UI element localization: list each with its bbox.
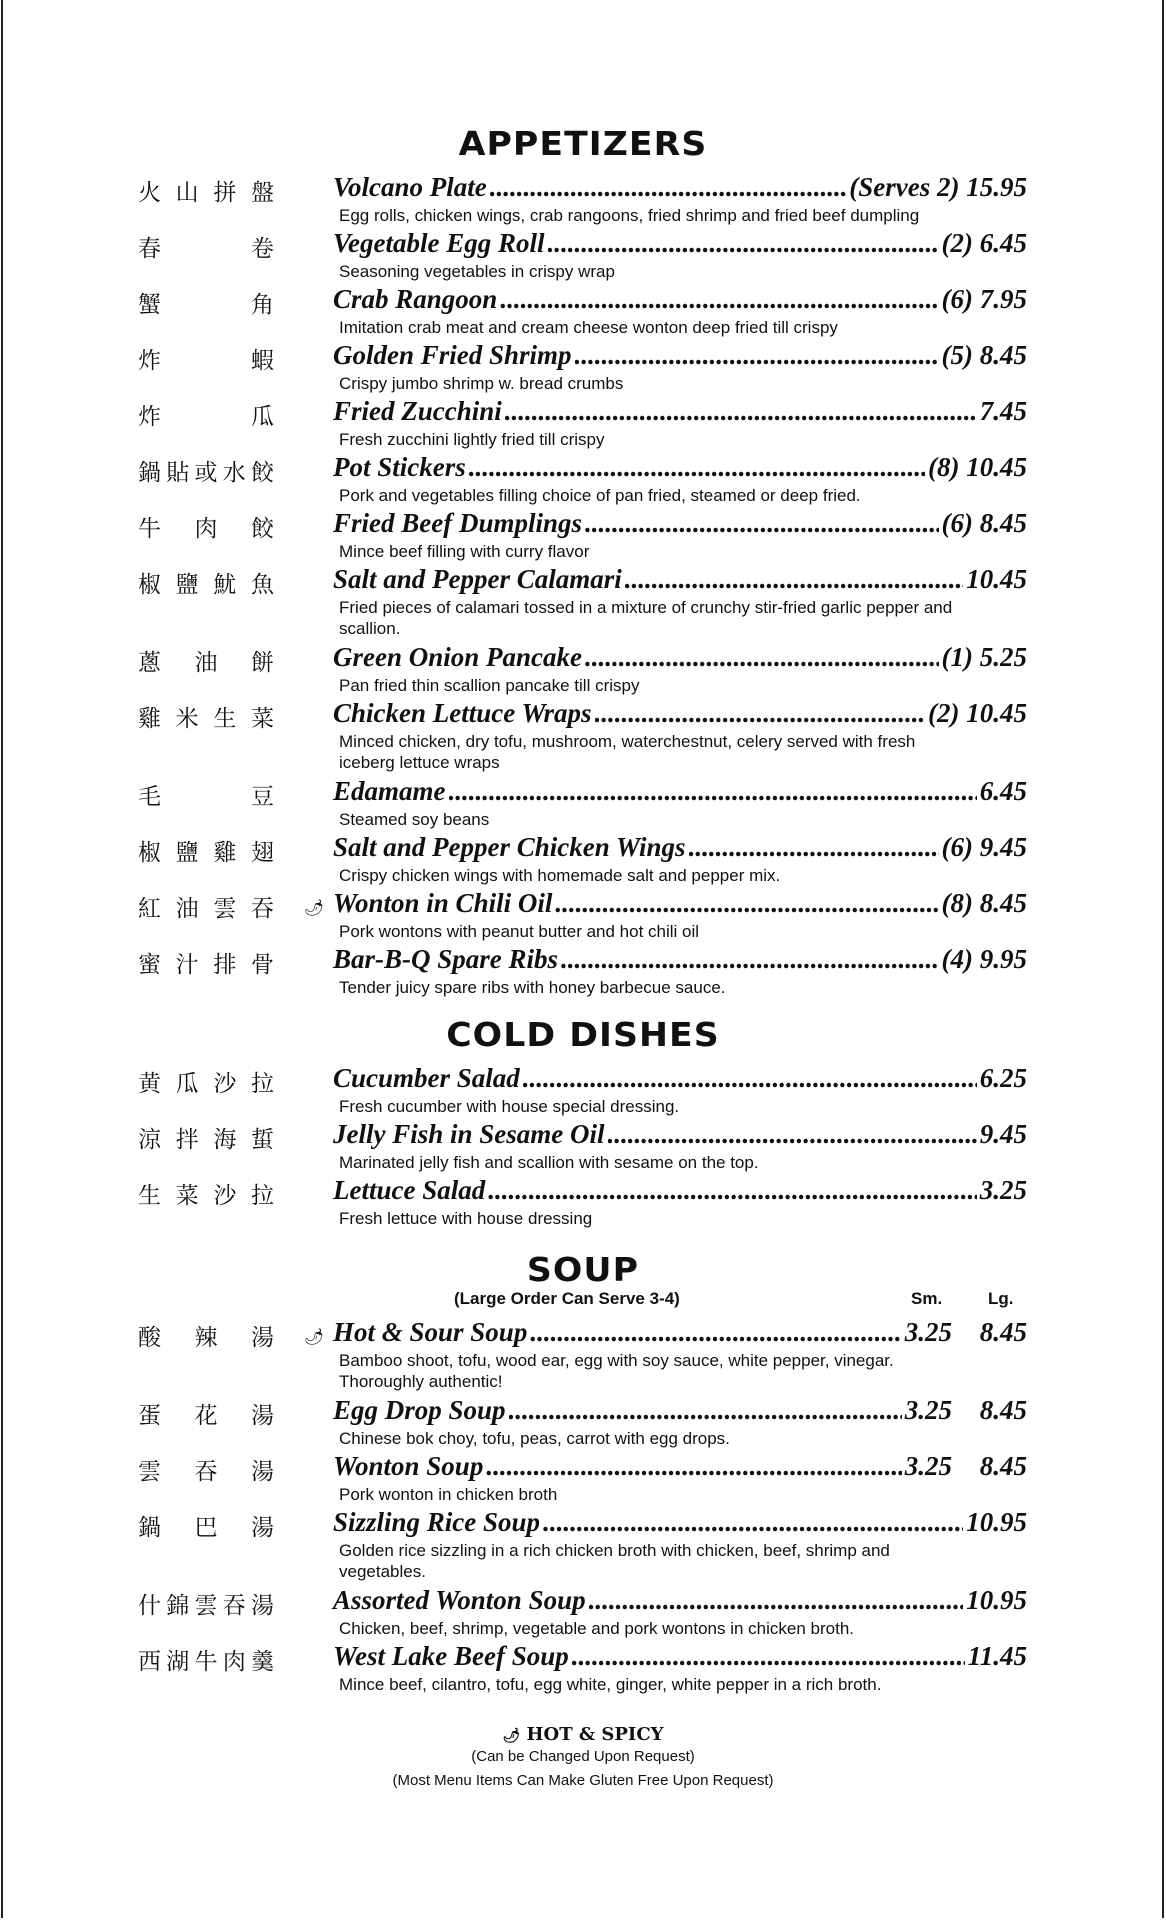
chinese-char: 椒 — [138, 840, 161, 866]
chinese-char: 海 — [213, 1127, 237, 1153]
item-description: Mince beef filling with curry flavor — [339, 542, 590, 561]
chinese-char: 吞 — [194, 1459, 218, 1485]
item-description: Crispy jumbo shrimp w. bread crumbs — [339, 374, 624, 393]
chinese-char: 湯 — [251, 1593, 274, 1619]
chinese-char: 餃 — [251, 460, 274, 486]
chinese-char: 雲 — [138, 1459, 161, 1485]
chinese-char: 炸 — [138, 348, 161, 374]
large-size-label: Lg. — [988, 1289, 1014, 1308]
item-line — [333, 1119, 1027, 1150]
item-price: 3.25 — [979, 1175, 1027, 1205]
item-name: Sizzling Rice Soup — [333, 1507, 541, 1537]
chinese-name — [138, 286, 274, 319]
chinese-name — [138, 342, 274, 375]
item-price: (8) 10.45 — [928, 452, 1027, 482]
item-name: Chicken Lettuce Wraps — [333, 698, 592, 728]
chinese-char: 辣 — [194, 1325, 218, 1351]
item-name: Volcano Plate — [333, 172, 487, 202]
item-description: Seasoning vegetables in crispy wrap — [339, 262, 615, 281]
chinese-char: 雞 — [213, 840, 237, 866]
item-description: Imitation crab meat and cream cheese wonton deep fried till crispy — [339, 318, 838, 337]
item-line — [333, 396, 1027, 427]
item-name: Fried Beef Dumplings — [333, 508, 583, 538]
item-description: Chinese bok choy, tofu, peas, carrot with egg drops. — [339, 1429, 730, 1448]
chili-pepper-icon: 🌶 — [304, 1329, 325, 1346]
chinese-char: 雲 — [213, 896, 237, 922]
chinese-name — [138, 230, 274, 263]
chinese-char: 水 — [222, 460, 246, 486]
item-line — [333, 452, 1027, 483]
chinese-char: 湯 — [251, 1325, 274, 1351]
chinese-char: 生 — [138, 1183, 161, 1209]
chinese-char: 山 — [175, 180, 199, 206]
item-name: Fried Zucchini — [333, 396, 502, 426]
item-name: Wonton in Chili Oil — [333, 888, 553, 918]
chinese-char: 翅 — [250, 840, 274, 866]
chinese-char: 湯 — [251, 1459, 274, 1485]
chinese-char: 涼 — [138, 1127, 161, 1153]
item-price: 10.45 — [966, 564, 1027, 594]
dot-leader — [625, 564, 963, 595]
item-name: Salt and Pepper Chicken Wings — [333, 832, 686, 862]
item-price: (4) 9.95 — [941, 944, 1027, 974]
dot-leader — [561, 944, 938, 975]
item-price: 9.45 — [979, 1119, 1027, 1149]
chinese-char: 拉 — [250, 1071, 274, 1097]
chinese-char: 什 — [138, 1593, 161, 1619]
item-price: (8) 8.45 — [941, 888, 1027, 918]
chinese-char: 吞 — [250, 896, 274, 922]
dot-leader — [500, 284, 938, 315]
chinese-name — [138, 1643, 274, 1676]
item-description: Crispy chicken wings with homemade salt and pepper mix. — [339, 866, 781, 885]
section-title-soup: SOUP — [526, 1250, 640, 1289]
chinese-char: 蜇 — [250, 1127, 274, 1153]
item-line — [333, 642, 1027, 673]
chinese-char: 湯 — [251, 1515, 274, 1541]
chinese-char: 米 — [175, 706, 199, 732]
chinese-char: 貼 — [166, 460, 190, 486]
chinese-name — [138, 454, 274, 487]
chinese-name — [138, 1587, 274, 1620]
chinese-char: 火 — [138, 180, 161, 206]
price-large: 8.45 — [979, 1317, 1027, 1347]
chinese-char: 沙 — [213, 1071, 237, 1097]
dot-leader — [589, 1585, 964, 1616]
item-price: (2) 6.45 — [941, 228, 1027, 258]
item-description: Fresh lettuce with house dressing — [339, 1209, 593, 1228]
chinese-char: 椒 — [138, 572, 161, 598]
price-large: 8.45 — [979, 1395, 1027, 1425]
item-description: Chicken, beef, shrimp, vegetable and pork wontons in chicken broth. — [339, 1619, 855, 1638]
item-line — [333, 1585, 1027, 1616]
chinese-char: 拌 — [175, 1127, 199, 1153]
chinese-char: 雞 — [138, 706, 161, 732]
chinese-char: 西 — [138, 1649, 161, 1675]
item-description: Mince beef, cilantro, tofu, egg white, ginger, white pepper in a rich broth. — [339, 1675, 882, 1694]
item-description: Tender juicy spare ribs with honey barbecue sauce. — [339, 978, 726, 997]
chinese-char: 角 — [251, 292, 274, 318]
dot-leader — [585, 642, 939, 673]
item-description: Fresh zucchini lightly fried till crispy — [339, 430, 605, 449]
chinese-name — [138, 778, 274, 811]
chinese-char: 或 — [194, 460, 218, 486]
item-description: Fried pieces of calamari tossed in a mixture of crunchy stir-fried garlic pepper and scallion. — [339, 598, 953, 638]
item-description: Golden rice sizzling in a rich chicken broth with chicken, beef, shrimp and vegetables. — [339, 1541, 890, 1581]
chinese-name — [138, 398, 274, 431]
item-price: 10.95 — [966, 1585, 1027, 1615]
item-name: Hot & Sour Soup — [333, 1317, 528, 1347]
dot-leader — [486, 1451, 901, 1482]
item-line — [333, 340, 1027, 371]
chinese-char: 雲 — [194, 1593, 218, 1619]
chinese-char: 排 — [213, 952, 237, 978]
chinese-char: 鹽 — [175, 840, 199, 866]
dot-leader — [543, 1507, 963, 1538]
item-price: (1) 5.25 — [941, 642, 1027, 672]
section-title-cold-dishes: COLD DISHES — [446, 1015, 720, 1054]
item-line — [333, 832, 1027, 863]
item-name: Egg Drop Soup — [333, 1395, 506, 1425]
item-description: Pork wontons with peanut butter and hot chili oil — [339, 922, 700, 941]
chinese-name — [138, 700, 274, 733]
chinese-char: 酸 — [138, 1325, 161, 1351]
item-name: Vegetable Egg Roll — [333, 228, 545, 258]
item-line — [333, 776, 1027, 807]
item-description: Minced chicken, dry tofu, mushroom, waterchestnut, celery served with fresh iceberg lettuce wraps — [339, 732, 916, 772]
item-price: (6) 8.45 — [941, 508, 1027, 538]
item-line — [333, 1063, 1027, 1094]
chinese-char: 蝦 — [251, 348, 274, 374]
chinese-char: 春 — [138, 236, 161, 262]
item-name: Cucumber Salad — [333, 1063, 520, 1093]
item-line — [333, 172, 1027, 203]
chinese-name — [138, 1453, 274, 1486]
chinese-char: 黄 — [138, 1071, 161, 1097]
hot-spicy-legend — [0, 1724, 1166, 1745]
price-large: 8.45 — [979, 1451, 1027, 1481]
dot-leader — [469, 452, 925, 483]
item-name: West Lake Beef Soup — [333, 1641, 569, 1671]
item-price: 6.25 — [979, 1063, 1027, 1093]
chinese-char: 肉 — [194, 516, 218, 542]
item-name: Salt and Pepper Calamari — [333, 564, 622, 594]
item-price: (6) 9.45 — [941, 832, 1027, 862]
chinese-char: 菜 — [250, 706, 274, 732]
item-price: (Serves 2) 15.95 — [849, 172, 1027, 202]
item-price: 10.95 — [966, 1507, 1027, 1537]
item-name: Assorted Wonton Soup — [333, 1585, 586, 1615]
chinese-name — [138, 644, 274, 677]
dot-leader — [530, 1317, 901, 1348]
item-description: Pork and vegetables filling choice of pan fried, steamed or deep fried. — [339, 486, 861, 505]
chinese-char: 油 — [194, 650, 218, 676]
dot-leader — [548, 228, 939, 259]
item-name: Lettuce Salad — [333, 1175, 486, 1205]
chili-pepper-icon: 🌶 — [502, 1728, 521, 1744]
chinese-char: 牛 — [138, 516, 161, 542]
dot-leader — [523, 1063, 977, 1094]
chinese-char: 餃 — [251, 516, 274, 542]
chinese-char: 湯 — [251, 1403, 274, 1429]
dot-leader — [572, 1641, 965, 1672]
item-name: Wonton Soup — [333, 1451, 484, 1481]
chinese-char: 蔥 — [138, 650, 161, 676]
chili-pepper-icon: 🌶 — [304, 900, 325, 917]
item-line — [333, 1451, 1027, 1482]
chinese-char: 鍋 — [138, 1515, 161, 1541]
item-line — [333, 1175, 1027, 1206]
item-name: Jelly Fish in Sesame Oil — [333, 1119, 605, 1149]
dot-leader — [585, 508, 939, 539]
item-line — [333, 888, 1027, 919]
dot-leader — [608, 1119, 977, 1150]
price-small: 3.25 — [904, 1317, 952, 1347]
dot-leader — [595, 698, 926, 729]
item-line — [333, 1507, 1027, 1538]
item-line — [333, 698, 1027, 729]
chinese-char: 魚 — [250, 572, 274, 598]
chinese-name — [138, 1121, 274, 1154]
chinese-name — [138, 1319, 274, 1352]
item-name: Pot Stickers — [333, 452, 466, 482]
dot-leader — [449, 776, 977, 807]
dot-leader — [490, 172, 847, 203]
chinese-char: 油 — [175, 896, 199, 922]
chinese-name — [138, 946, 274, 979]
chinese-char: 紅 — [138, 896, 161, 922]
item-price: 7.45 — [979, 396, 1027, 426]
chinese-char: 豆 — [251, 784, 274, 810]
chinese-char: 沙 — [213, 1183, 237, 1209]
item-name: Bar-B-Q Spare Ribs — [333, 944, 559, 974]
chinese-char: 瓜 — [175, 1071, 199, 1097]
item-description: Marinated jelly fish and scallion with sesame on the top. — [339, 1153, 759, 1172]
item-description: Egg rolls, chicken wings, crab rangoons, fried shrimp and fried beef dumpling — [339, 206, 920, 225]
item-line — [333, 228, 1027, 259]
item-name: Crab Rangoon — [333, 284, 498, 314]
item-line — [333, 1317, 1027, 1348]
item-line — [333, 944, 1027, 975]
item-line — [333, 564, 1027, 595]
footer-note-gluten: (Most Menu Items Can Make Gluten Free Upon Request) — [392, 1772, 774, 1789]
chinese-char: 餅 — [251, 650, 274, 676]
item-line — [333, 284, 1027, 315]
chinese-char: 骨 — [250, 952, 274, 978]
chinese-char: 鍋 — [138, 460, 161, 486]
item-price: 6.45 — [979, 776, 1027, 806]
chinese-char: 錦 — [166, 1593, 190, 1619]
chinese-char: 毛 — [138, 784, 161, 810]
chinese-name — [138, 510, 274, 543]
chinese-char: 卷 — [251, 236, 274, 262]
chinese-char: 生 — [213, 706, 237, 732]
chinese-char: 汁 — [175, 952, 199, 978]
item-description: Steamed soy beans — [339, 810, 490, 829]
item-price: (5) 8.45 — [941, 340, 1027, 370]
chinese-char: 牛 — [194, 1649, 218, 1675]
dot-leader — [488, 1175, 977, 1206]
price-small: 3.25 — [904, 1395, 952, 1425]
chinese-name — [138, 1065, 274, 1098]
chinese-name — [138, 834, 274, 867]
chinese-char: 拉 — [250, 1183, 274, 1209]
chinese-char: 菜 — [175, 1183, 199, 1209]
item-name: Green Onion Pancake — [333, 642, 582, 672]
item-name: Golden Fried Shrimp — [333, 340, 572, 370]
chinese-char: 鹽 — [175, 572, 199, 598]
dot-leader — [575, 340, 939, 371]
chinese-char: 拼 — [213, 180, 237, 206]
item-price: (6) 7.95 — [941, 284, 1027, 314]
item-description: Pork wonton in chicken broth — [339, 1485, 558, 1504]
item-line — [333, 508, 1027, 539]
item-line — [333, 1395, 1027, 1426]
chinese-name — [138, 1509, 274, 1542]
chinese-name — [138, 1397, 274, 1430]
chinese-char: 肉 — [222, 1649, 246, 1675]
chinese-char: 湖 — [166, 1649, 190, 1675]
chinese-name — [138, 890, 274, 923]
price-small: 3.25 — [904, 1451, 952, 1481]
chinese-name — [138, 1177, 274, 1210]
hot-spicy-label: HOT & SPICY — [526, 1724, 664, 1745]
chinese-char: 蛋 — [138, 1403, 161, 1429]
chinese-char: 花 — [194, 1403, 218, 1429]
soup-serving-note: (Large Order Can Serve 3-4) — [454, 1289, 680, 1308]
chinese-name — [138, 174, 274, 207]
chinese-name — [138, 566, 274, 599]
item-description: Bamboo shoot, tofu, wood ear, egg with soy sauce, white pepper, vinegar. Thoroughly authentic! — [339, 1351, 894, 1391]
chinese-char: 巴 — [194, 1515, 218, 1541]
footer-note-change: (Can be Changed Upon Request) — [471, 1748, 695, 1765]
footer — [0, 1724, 1166, 1793]
chinese-char: 炸 — [138, 404, 161, 430]
item-name: Edamame — [333, 776, 446, 806]
dot-leader — [509, 1395, 902, 1426]
item-price: (2) 10.45 — [928, 698, 1027, 728]
item-description: Fresh cucumber with house special dressing. — [339, 1097, 680, 1116]
item-description: Pan fried thin scallion pancake till crispy — [339, 676, 640, 695]
dot-leader — [555, 888, 938, 919]
chinese-char: 吞 — [222, 1593, 246, 1619]
chinese-char: 盤 — [250, 180, 274, 206]
item-line — [333, 1641, 1027, 1672]
item-price: 11.45 — [967, 1641, 1027, 1671]
section-title-appetizers: APPETIZERS — [458, 124, 708, 163]
chinese-char: 羹 — [251, 1649, 274, 1675]
chinese-char: 蜜 — [138, 952, 161, 978]
chinese-char: 瓜 — [251, 404, 274, 430]
chinese-char: 蟹 — [138, 292, 161, 318]
dot-leader — [689, 832, 939, 863]
small-size-label: Sm. — [911, 1289, 943, 1308]
chinese-char: 魷 — [213, 572, 237, 598]
dot-leader — [505, 396, 977, 427]
